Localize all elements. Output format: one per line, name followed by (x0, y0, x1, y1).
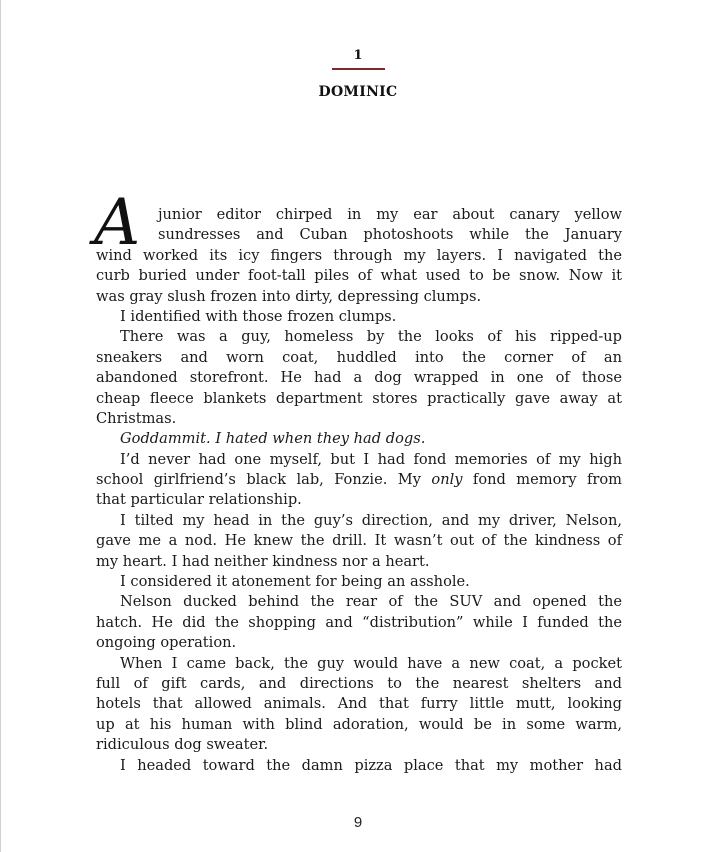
italic-text: only (431, 471, 463, 489)
text-segment: I headed toward the damn pizza place that my mother had (120, 756, 622, 774)
paragraph (96, 327, 622, 429)
paragraph (96, 429, 622, 449)
text-segment: full of gift cards, and directions to the nearest shelters and (96, 674, 622, 692)
text-segment: ridiculous dog sweater. (96, 736, 269, 754)
text-line (96, 756, 622, 776)
text-line (96, 490, 622, 510)
text-segment: up at his human with blind adoration, would be in some warm, (96, 715, 622, 733)
body-text (94, 186, 623, 776)
chapter-title: DOMINIC (318, 84, 398, 100)
paragraph (96, 511, 622, 572)
text-segment: I considered it atonement for being an asshole. (120, 573, 470, 591)
text-line (96, 715, 622, 735)
page-number: 9 (353, 814, 363, 831)
text-segment: junior editor chirped in my ear about canary yellow (158, 206, 622, 223)
italic-text: Goddammit. I hated when they had dogs. (120, 430, 426, 448)
text-segment: was gray slush frozen into dirty, depressing clumps. (96, 287, 482, 305)
text-segment: I’d never had one myself, but I had fond memories of my high (120, 450, 622, 468)
text-line (96, 450, 622, 470)
text-segment: sneakers and worn coat, huddled into the corner of an (96, 348, 622, 366)
text-line (96, 633, 622, 653)
text-line (96, 225, 622, 245)
text-segment: hatch. He did the shopping and “distribution” while I funded the (96, 613, 622, 631)
text-line (96, 674, 622, 694)
text-line (96, 287, 622, 307)
text-segment: wind worked its icy fingers through my layers. I navigated the (96, 246, 622, 264)
text-segment: cheap fleece blankets department stores practically gave away at (96, 389, 622, 407)
text-line (96, 613, 622, 633)
text-line (96, 389, 622, 409)
text-line (96, 470, 622, 490)
text-segment: Nelson ducked behind the rear of the SUV and opened the (120, 593, 622, 611)
text-line (96, 429, 622, 449)
text-segment: school girlfriend’s black lab, Fonzie. My (96, 471, 432, 489)
text-line (96, 572, 622, 592)
text-segment: hotels that allowed animals. And that furry little mutt, looking (96, 695, 622, 713)
text-line (96, 552, 622, 572)
text-segment: Christmas. (96, 409, 177, 427)
paragraph (96, 450, 622, 511)
paragraph (96, 205, 622, 307)
text-segment: abandoned storefront. He had a dog wrapped in one of those (96, 369, 622, 387)
text-segment: When I came back, the guy would have a new coat, a pocket (120, 654, 622, 672)
paragraph (96, 756, 622, 776)
text-segment: gave me a nod. He knew the drill. It wasn’t out of the kindness of (96, 532, 622, 550)
paragraph (96, 572, 622, 592)
text-segment: curb buried under foot-tall piles of what used to be snow. Now it (96, 267, 622, 285)
text-segment: sundresses and Cuban photoshoots while the January (158, 226, 622, 244)
paragraph (96, 307, 622, 327)
text-segment: ongoing operation. (96, 634, 237, 652)
text-line (96, 327, 622, 347)
text-line (96, 368, 622, 388)
text-segment: I identified with those frozen clumps. (120, 307, 397, 325)
text-segment: fond memory from (462, 471, 623, 489)
text-line (96, 654, 622, 674)
text-line (96, 531, 622, 551)
text-line (96, 266, 622, 286)
text-segment: my heart. I had neither kindness nor a heart. (96, 552, 430, 570)
text-segment: There was a guy, homeless by the looks of his ripped-up (120, 328, 622, 346)
text-line (96, 409, 622, 429)
text-line (96, 246, 622, 266)
paragraph (96, 654, 622, 756)
chapter-number: 1 (353, 48, 363, 63)
text-segment: I tilted my head in the guy’s direction, and my driver, Nelson, (120, 511, 622, 529)
text-line (96, 592, 622, 612)
paragraph (96, 592, 622, 653)
text-line (96, 205, 622, 225)
text-line (96, 348, 622, 368)
text-segment: that particular relationship. (96, 491, 302, 509)
text-line (96, 735, 622, 755)
text-line (96, 511, 622, 531)
text-line (96, 694, 622, 714)
chapter-rule (332, 68, 385, 70)
drop-cap: A (94, 186, 141, 260)
text-line (96, 307, 622, 327)
